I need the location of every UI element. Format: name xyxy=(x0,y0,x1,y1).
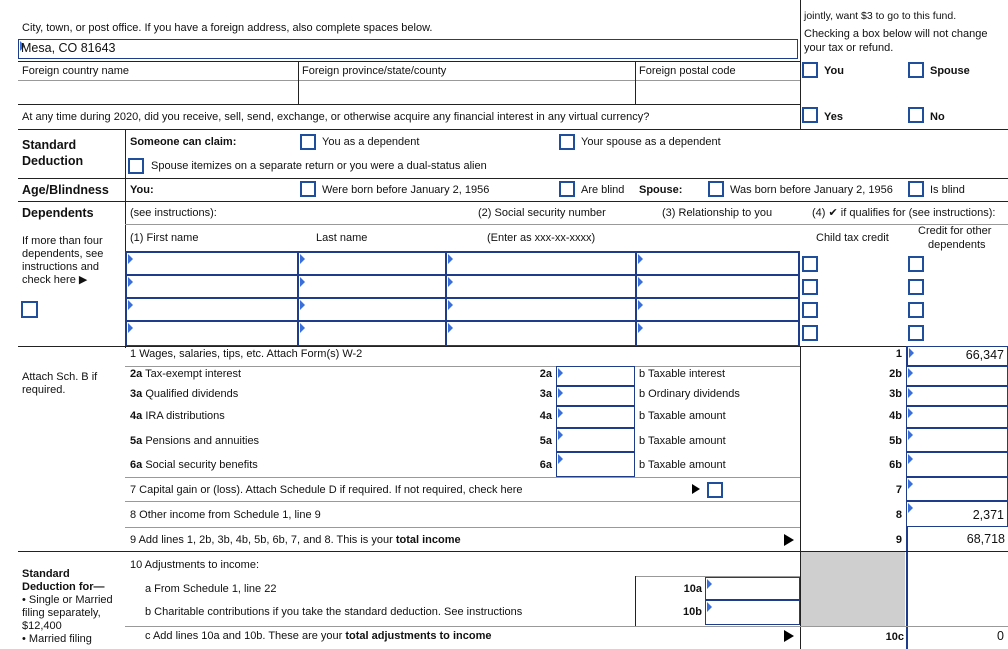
line7-label: 7 Capital gain or (loss). Attach Schedule D if required. If not required, check here xyxy=(130,484,523,496)
you-blind-label: Are blind xyxy=(581,184,625,196)
dependents-col1-first: (1) First name xyxy=(130,232,199,244)
line10a-box-num: 10a xyxy=(683,583,702,595)
line1-amount-field[interactable] xyxy=(906,346,1008,366)
line6b-label: b Taxable amount xyxy=(639,459,726,471)
line8-value: 2,371 xyxy=(972,508,1004,522)
age-blindness-heading: Age/Blindness xyxy=(22,183,109,197)
you-as-dependent-checkbox[interactable] xyxy=(300,134,316,150)
campaign-spouse-checkbox[interactable] xyxy=(908,62,924,78)
sd-sidebar-6: • Married filing xyxy=(22,633,92,645)
foreign-postal-label: Foreign postal code xyxy=(639,65,736,77)
line10a-label: a From Schedule 1, line 22 xyxy=(145,583,277,595)
spouse-blind-label: Is blind xyxy=(930,184,965,196)
you-born-before-label: Were born before January 2, 1956 xyxy=(322,184,490,196)
line2a-label: 2a Tax-exempt interest xyxy=(130,368,242,380)
spouse-born-before-checkbox[interactable] xyxy=(708,181,724,197)
age-spouse-label: Spouse: xyxy=(639,184,683,196)
spouse-itemizes-label: Spouse itemizes on a separate return or you were a dual-status alien xyxy=(151,160,487,172)
line4a-field[interactable] xyxy=(556,406,635,428)
line8-field[interactable] xyxy=(906,501,1008,527)
dependent-2-last-name[interactable] xyxy=(299,276,445,297)
dependent-1-relationship[interactable] xyxy=(637,253,798,274)
line5a-box-num: 5a xyxy=(539,435,552,447)
dependents-col4-other-2: dependents xyxy=(928,239,986,251)
dependents-side-note-4: check here ▶ xyxy=(22,274,88,286)
line5b-field[interactable] xyxy=(906,428,1008,452)
dependent-4-other-credit-checkbox[interactable] xyxy=(908,325,924,341)
line7-arrow-icon xyxy=(692,484,700,494)
line10-label: 10 Adjustments to income: xyxy=(130,559,260,571)
virtual-currency-no-label: No xyxy=(930,111,945,123)
dependent-4-ssn[interactable] xyxy=(447,322,635,345)
line5a-label: 5a Pensions and annuities xyxy=(130,435,260,447)
line3b-box-num: 3b xyxy=(889,388,902,400)
dependents-col4-other-1: Credit for other xyxy=(918,225,992,237)
dependent-2-first-name[interactable] xyxy=(127,276,297,297)
foreign-province-label: Foreign province/state/county xyxy=(302,65,447,77)
dependent-4-child-credit-checkbox[interactable] xyxy=(802,325,818,341)
virtual-currency-question: At any time during 2020, did you receive, sell, send, exchange, or otherwise acquire any financial interest in any virtual currency? xyxy=(22,111,650,123)
line2a-field[interactable] xyxy=(556,366,635,386)
line1-box-num: 1 xyxy=(895,348,902,360)
virtual-currency-yes-label: Yes xyxy=(824,111,843,123)
line3b-label: b Ordinary dividends xyxy=(639,388,740,400)
line7-field[interactable] xyxy=(906,477,1008,501)
line4b-box-num: 4b xyxy=(889,410,902,422)
line8-box-num: 8 xyxy=(895,509,902,521)
dependents-side-note-1: If more than four xyxy=(22,235,103,247)
line2b-field[interactable] xyxy=(906,366,1008,386)
spouse-as-dependent-label: Your spouse as a dependent xyxy=(581,136,721,148)
attach-sch-b-note-1: Attach Sch. B if xyxy=(22,371,98,383)
dependents-col1-last: Last name xyxy=(316,232,368,244)
line1-label: 1 Wages, salaries, tips, etc. Attach Form(s) W-2 xyxy=(130,348,363,360)
line6a-field[interactable] xyxy=(556,452,635,477)
dependent-4-first-name[interactable] xyxy=(127,322,297,345)
someone-can-claim-label: Someone can claim: xyxy=(130,136,237,148)
spouse-born-before-label: Was born before January 2, 1956 xyxy=(730,184,893,196)
campaign-you-checkbox[interactable] xyxy=(802,62,818,78)
line5a-field[interactable] xyxy=(556,428,635,452)
campaign-you-label: You xyxy=(824,65,844,77)
sd-sidebar-2: Deduction for— xyxy=(22,581,105,593)
dependent-3-other-credit-checkbox[interactable] xyxy=(908,302,924,318)
virtual-currency-yes-checkbox[interactable] xyxy=(802,107,818,123)
you-born-before-checkbox[interactable] xyxy=(300,181,316,197)
line7-box-num: 7 xyxy=(895,484,902,496)
line4b-field[interactable] xyxy=(906,406,1008,428)
line9-total xyxy=(906,527,1008,551)
dependent-3-ssn[interactable] xyxy=(447,299,635,320)
city-label: City, town, or post office. If you have a foreign address, also complete spaces below. xyxy=(22,22,433,34)
line3a-box-num: 3a xyxy=(539,388,552,400)
line10c-box-num: 10c xyxy=(885,631,904,643)
line3a-field[interactable] xyxy=(556,386,635,406)
spouse-as-dependent-checkbox[interactable] xyxy=(559,134,575,150)
line4b-label: b Taxable amount xyxy=(639,410,726,422)
line10c-value: 0 xyxy=(997,629,1004,643)
standard-deduction-heading-1: Standard xyxy=(22,138,77,152)
sd-sidebar-5: $12,400 xyxy=(22,620,62,632)
dependent-4-last-name[interactable] xyxy=(299,322,445,345)
line6b-field[interactable] xyxy=(906,452,1008,477)
dependents-see-instructions: (see instructions): xyxy=(130,207,217,219)
more-dependents-checkbox[interactable] xyxy=(21,301,38,318)
line10c-label: c Add lines 10a and 10b. These are your total adjustments to income xyxy=(145,630,492,642)
dependents-side-note-3: instructions and xyxy=(22,261,100,273)
line4a-box-num: 4a xyxy=(539,410,552,422)
you-as-dependent-label: You as a dependent xyxy=(322,136,420,148)
line6a-label: 6a Social security benefits xyxy=(130,459,258,471)
city-input[interactable] xyxy=(18,39,798,59)
line9-arrow-icon xyxy=(784,534,794,546)
sd-sidebar-3: • Single or Married xyxy=(22,594,113,606)
line9-value: 68,718 xyxy=(966,532,1005,546)
campaign-note-line2: your tax or refund. xyxy=(804,42,894,54)
dependents-heading: Dependents xyxy=(22,206,94,220)
spouse-blind-checkbox[interactable] xyxy=(908,181,924,197)
dependent-3-relationship[interactable] xyxy=(637,299,798,320)
dependent-2-relationship[interactable] xyxy=(637,276,798,297)
line3a-label: 3a Qualified dividends xyxy=(130,388,239,400)
dependent-2-other-credit-checkbox[interactable] xyxy=(908,279,924,295)
dependents-col4-header: (4) ✔ if qualifies for (see instructions): xyxy=(812,207,996,219)
you-blind-checkbox[interactable] xyxy=(559,181,575,197)
campaign-spouse-label: Spouse xyxy=(930,65,970,77)
line10b-field[interactable] xyxy=(705,600,800,625)
dependent-2-child-credit-checkbox[interactable] xyxy=(802,279,818,295)
line6a-box-num: 6a xyxy=(539,459,552,471)
dependent-1-last-name[interactable] xyxy=(299,253,445,274)
spouse-itemizes-checkbox[interactable] xyxy=(128,158,144,174)
dependent-4-relationship[interactable] xyxy=(637,322,798,345)
dependents-col2-header: (2) Social security number xyxy=(478,207,606,219)
dependents-col2-sub: (Enter as xxx-xx-xxxx) xyxy=(487,232,596,244)
line10b-box-num: 10b xyxy=(683,606,702,618)
attach-sch-b-note-2: required. xyxy=(22,384,66,396)
line2a-box-num: 2a xyxy=(539,368,552,380)
line2b-label: b Taxable interest xyxy=(639,368,726,380)
standard-deduction-heading-2: Deduction xyxy=(22,154,84,168)
line10c-arrow-icon xyxy=(784,630,794,642)
line8-label: 8 Other income from Schedule 1, line 9 xyxy=(130,509,321,521)
foreign-country-label: Foreign country name xyxy=(22,65,129,77)
dependents-col4-child: Child tax credit xyxy=(816,232,889,244)
sd-sidebar-1: Standard xyxy=(22,568,70,580)
dependent-3-first-name[interactable] xyxy=(127,299,297,320)
line4a-label: 4a IRA distributions xyxy=(130,410,225,422)
line1-value: 66,347 xyxy=(965,348,1004,362)
line10a-field[interactable] xyxy=(705,577,800,600)
dependent-3-child-credit-checkbox[interactable] xyxy=(802,302,818,318)
line2b-box-num: 2b xyxy=(889,368,902,380)
line9-box-num: 9 xyxy=(895,534,902,546)
dependent-1-other-credit-checkbox[interactable] xyxy=(908,256,924,272)
dependent-3-last-name[interactable] xyxy=(299,299,445,320)
line5b-box-num: 5b xyxy=(889,435,902,447)
city-value: Mesa, CO 81643 xyxy=(21,41,116,55)
line7-checkbox[interactable] xyxy=(707,482,723,498)
dependents-side-note-2: dependents, see xyxy=(22,248,104,260)
dependents-col3-header: (3) Relationship to you xyxy=(662,207,773,219)
line10b-label: b Charitable contributions if you take the standard deduction. See instructions xyxy=(145,606,523,618)
campaign-note-line1: Checking a box below will not change xyxy=(804,28,988,40)
line9-label: 9 Add lines 1, 2b, 3b, 4b, 5b, 6b, 7, and 8. This is your total income xyxy=(130,534,461,546)
line10-shaded-area xyxy=(801,552,905,626)
line6b-box-num: 6b xyxy=(889,459,902,471)
line3b-field[interactable] xyxy=(906,386,1008,406)
virtual-currency-no-checkbox[interactable] xyxy=(908,107,924,123)
dependent-2-ssn[interactable] xyxy=(447,276,635,297)
dependent-1-ssn[interactable] xyxy=(447,253,635,274)
dependent-1-child-credit-checkbox[interactable] xyxy=(802,256,818,272)
sd-sidebar-4: filing separately, xyxy=(22,607,101,619)
campaign-top-cut: jointly, want $3 to go to this fund. xyxy=(804,10,957,22)
line5b-label: b Taxable amount xyxy=(639,435,726,447)
dependent-1-first-name[interactable] xyxy=(127,253,297,274)
age-you-label: You: xyxy=(130,184,154,196)
